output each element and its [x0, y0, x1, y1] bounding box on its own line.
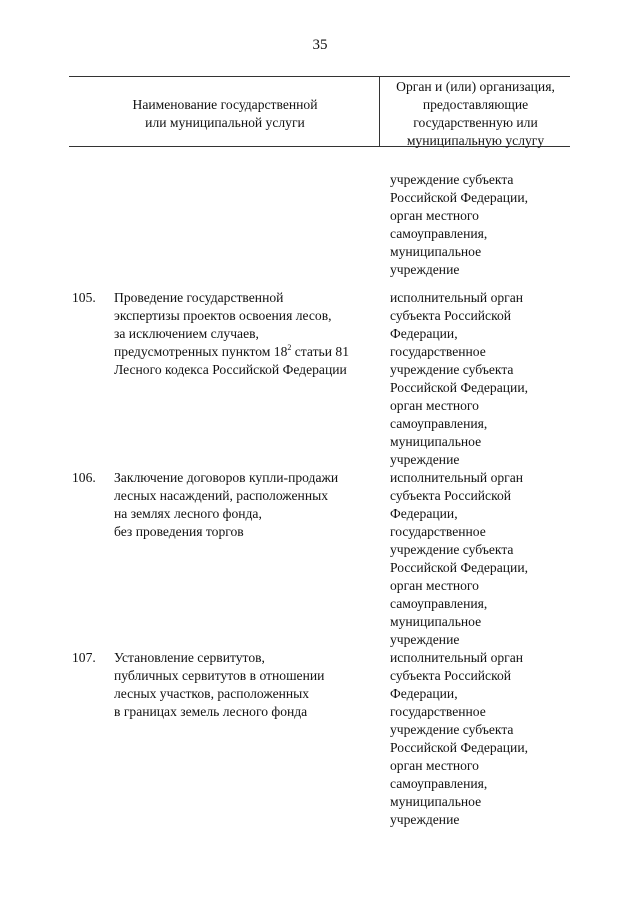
name-line: Лесного кодекса Российской Федерации [114, 362, 347, 377]
name-line-part: предусмотренных пунктом 18 [114, 344, 288, 359]
header-line: или муниципальной услуги [145, 115, 305, 130]
name-line: без проведения торгов [114, 524, 244, 539]
org-line: субъекта Российской [390, 308, 512, 323]
page-number: 35 [312, 37, 328, 53]
name-line: в границах земель лесного фонда [114, 704, 308, 719]
org-line: муниципальное [390, 244, 482, 259]
org-line: орган местного [390, 398, 479, 413]
providing-body-cell [390, 289, 570, 469]
org-line: Российской Федерации, [390, 560, 528, 575]
org-line: учреждение [390, 452, 460, 467]
org-line: государственное [390, 524, 486, 539]
org-line: Российской Федерации, [390, 740, 528, 755]
org-line: орган местного [390, 208, 479, 223]
continuation-org-cell [390, 171, 570, 279]
service-name-cell [114, 649, 376, 721]
name-line [114, 343, 376, 361]
org-line: субъекта Российской [390, 668, 512, 683]
org-line: исполнительный орган [390, 470, 524, 485]
org-line: государственное [390, 344, 486, 359]
header-line: Орган и (или) организация, [396, 79, 555, 94]
name-line: лесных насаждений, расположенных [114, 488, 329, 503]
org-line: государственное [390, 704, 486, 719]
name-line-part: статьи 81 [291, 344, 350, 359]
org-line: учреждение субъекта [390, 362, 514, 377]
name-line: лесных участков, расположенных [114, 686, 310, 701]
name-line: Заключение договоров купли-продажи [114, 470, 339, 485]
providing-body-cell [390, 649, 570, 829]
org-line: учреждение субъекта [390, 542, 514, 557]
name-line: на землях лесного фонда, [114, 506, 262, 521]
row-number: 107. [72, 650, 96, 665]
row-number: 106. [72, 470, 96, 485]
header-line: Наименование государственной [132, 97, 318, 112]
providing-body-cell [390, 469, 570, 649]
table-header-column-divider [379, 76, 380, 146]
org-line: самоуправления, [390, 416, 488, 431]
org-line: орган местного [390, 758, 479, 773]
name-line: Проведение государственной [114, 290, 284, 305]
name-line: экспертизы проектов освоения лесов, [114, 308, 332, 323]
table-header-top-rule [69, 76, 570, 77]
org-line: самоуправления, [390, 776, 488, 791]
org-line: муниципальное [390, 614, 482, 629]
org-line: исполнительный орган [390, 290, 524, 305]
org-line: учреждение [390, 812, 460, 827]
name-line: публичных сервитутов в отношении [114, 668, 325, 683]
superscript: 2 [287, 343, 292, 352]
header-line: муниципальную услугу [406, 133, 545, 148]
org-line: Федерации, [390, 506, 458, 521]
org-line: Федерации, [390, 326, 458, 341]
service-name-cell [114, 289, 376, 379]
org-line: самоуправления, [390, 226, 488, 241]
org-line: учреждение субъекта [390, 172, 514, 187]
row-number: 105. [72, 290, 96, 305]
column-header-providing-body [381, 78, 570, 150]
org-line: исполнительный орган [390, 650, 524, 665]
header-line: государственную или [413, 115, 538, 130]
org-line: муниципальное [390, 794, 482, 809]
org-line: муниципальное [390, 434, 482, 449]
name-line: Установление сервитутов, [114, 650, 265, 665]
name-line: за исключением случаев, [114, 326, 259, 341]
service-name-cell [114, 469, 376, 541]
org-line: учреждение субъекта [390, 722, 514, 737]
org-line: Российской Федерации, [390, 190, 528, 205]
header-line: предоставляющие [422, 97, 529, 112]
column-header-service-name [72, 96, 378, 132]
org-line: орган местного [390, 578, 479, 593]
org-line: Федерации, [390, 686, 458, 701]
org-line: учреждение [390, 632, 460, 647]
org-line: учреждение [390, 262, 460, 277]
org-line: субъекта Российской [390, 488, 512, 503]
org-line: самоуправления, [390, 596, 488, 611]
org-line: Российской Федерации, [390, 380, 528, 395]
